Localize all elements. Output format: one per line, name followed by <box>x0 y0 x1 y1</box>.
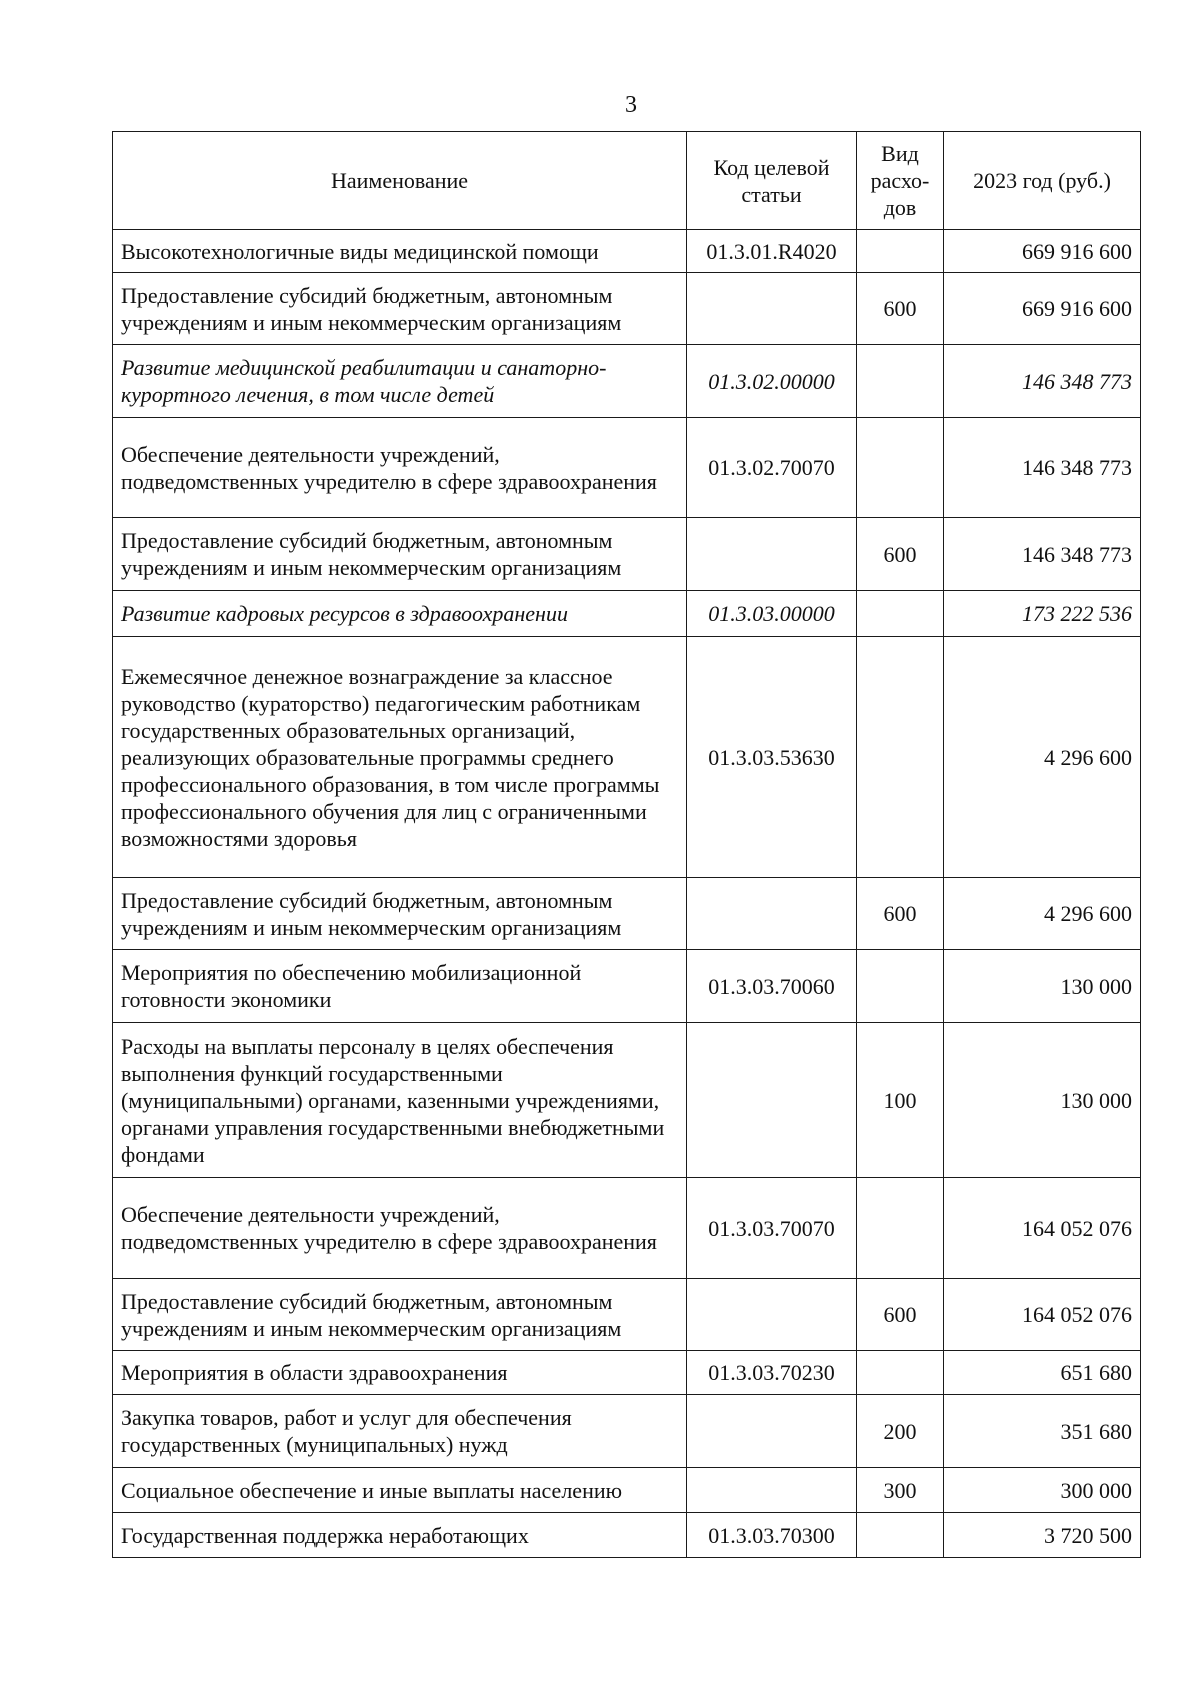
cell-amount: 173 222 536 <box>944 591 1141 637</box>
column-header-type: Вид расхо-дов <box>857 132 944 230</box>
cell-type <box>857 1178 944 1279</box>
cell-code: 01.3.03.70060 <box>687 950 857 1023</box>
cell-type: 200 <box>857 1395 944 1468</box>
cell-type: 600 <box>857 878 944 950</box>
cell-amount: 300 000 <box>944 1468 1141 1513</box>
page-number: 3 <box>625 92 637 118</box>
cell-amount: 164 052 076 <box>944 1178 1141 1279</box>
cell-type <box>857 230 944 273</box>
cell-code: 01.3.03.70300 <box>687 1513 857 1558</box>
table-row <box>113 1351 1141 1395</box>
cell-code: 01.3.03.00000 <box>687 591 857 637</box>
cell-name: Государственная поддержка неработающих <box>113 1513 687 1558</box>
cell-code <box>687 878 857 950</box>
cell-code <box>687 273 857 345</box>
table-row <box>113 1279 1141 1351</box>
cell-type: 600 <box>857 518 944 591</box>
cell-type <box>857 418 944 518</box>
cell-amount: 146 348 773 <box>944 418 1141 518</box>
table-body <box>113 230 1141 1558</box>
cell-amount: 651 680 <box>944 1351 1141 1395</box>
cell-amount: 3 720 500 <box>944 1513 1141 1558</box>
cell-type: 600 <box>857 1279 944 1351</box>
cell-code: 01.3.03.53630 <box>687 637 857 878</box>
cell-amount: 164 052 076 <box>944 1279 1141 1351</box>
table-row <box>113 878 1141 950</box>
table-row <box>113 1468 1141 1513</box>
cell-amount: 130 000 <box>944 950 1141 1023</box>
table-row <box>113 418 1141 518</box>
cell-amount: 4 296 600 <box>944 637 1141 878</box>
cell-name: Закупка товаров, работ и услуг для обеспечения государственных (муниципальных) нужд <box>113 1395 687 1468</box>
cell-code <box>687 1023 857 1178</box>
cell-amount: 146 348 773 <box>944 345 1141 418</box>
cell-name: Мероприятия в области здравоохранения <box>113 1351 687 1395</box>
table-header <box>113 132 1141 230</box>
cell-name: Предоставление субсидий бюджетным, автономным учреждениям и иным некоммерческим организациям <box>113 518 687 591</box>
column-header-code: Код целевой статьи <box>687 132 857 230</box>
cell-type <box>857 345 944 418</box>
cell-type <box>857 637 944 878</box>
cell-type <box>857 591 944 637</box>
cell-name: Социальное обеспечение и иные выплаты населению <box>113 1468 687 1513</box>
table-row <box>113 1395 1141 1468</box>
table-row <box>113 1513 1141 1558</box>
table-row <box>113 345 1141 418</box>
cell-name: Предоставление субсидий бюджетным, автономным учреждениям и иным некоммерческим организациям <box>113 273 687 345</box>
table-row <box>113 1023 1141 1178</box>
cell-type: 300 <box>857 1468 944 1513</box>
cell-type <box>857 1513 944 1558</box>
cell-amount: 351 680 <box>944 1395 1141 1468</box>
table-row <box>113 518 1141 591</box>
column-header-amount: 2023 год (руб.) <box>944 132 1141 230</box>
cell-code <box>687 1395 857 1468</box>
cell-code: 01.3.01.R4020 <box>687 230 857 273</box>
cell-name: Обеспечение деятельности учреждений, подведомственных учредителю в сфере здравоохранения <box>113 418 687 518</box>
cell-amount: 146 348 773 <box>944 518 1141 591</box>
table-row <box>113 1178 1141 1279</box>
cell-amount: 130 000 <box>944 1023 1141 1178</box>
cell-name: Расходы на выплаты персоналу в целях обеспечения выполнения функций государственными (муниципальными) органами, казенными учреждениями, органами управления государственными внебюджетными фондами <box>113 1023 687 1178</box>
cell-amount: 669 916 600 <box>944 230 1141 273</box>
cell-name: Предоставление субсидий бюджетным, автономным учреждениям и иным некоммерческим организациям <box>113 1279 687 1351</box>
cell-code <box>687 1468 857 1513</box>
table-row <box>113 230 1141 273</box>
cell-name: Высокотехнологичные виды медицинской помощи <box>113 230 687 273</box>
cell-name: Обеспечение деятельности учреждений, подведомственных учредителю в сфере здравоохранения <box>113 1178 687 1279</box>
cell-type <box>857 950 944 1023</box>
cell-code: 01.3.02.00000 <box>687 345 857 418</box>
table-row <box>113 591 1141 637</box>
cell-name: Развитие медицинской реабилитации и санаторно-курортного лечения, в том числе детей <box>113 345 687 418</box>
table-row <box>113 950 1141 1023</box>
cell-type: 100 <box>857 1023 944 1178</box>
cell-name: Ежемесячное денежное вознаграждение за классное руководство (кураторство) педагогическим работникам государственных образовательных организаций, реализующих образовательные программы среднего профессионального образования, в том числе программы профессионального обучения для лиц с ограниченными возможностями здоровья <box>113 637 687 878</box>
cell-code: 01.3.02.70070 <box>687 418 857 518</box>
budget-table <box>112 131 1141 1558</box>
cell-type: 600 <box>857 273 944 345</box>
cell-code <box>687 518 857 591</box>
cell-amount: 669 916 600 <box>944 273 1141 345</box>
cell-name: Предоставление субсидий бюджетным, автономным учреждениям и иным некоммерческим организациям <box>113 878 687 950</box>
table-row <box>113 637 1141 878</box>
cell-name: Мероприятия по обеспечению мобилизационной готовности экономики <box>113 950 687 1023</box>
column-header-name: Наименование <box>113 132 687 230</box>
cell-code <box>687 1279 857 1351</box>
cell-code: 01.3.03.70230 <box>687 1351 857 1395</box>
table-row <box>113 273 1141 345</box>
cell-amount: 4 296 600 <box>944 878 1141 950</box>
cell-code: 01.3.03.70070 <box>687 1178 857 1279</box>
cell-type <box>857 1351 944 1395</box>
cell-name: Развитие кадровых ресурсов в здравоохранении <box>113 591 687 637</box>
